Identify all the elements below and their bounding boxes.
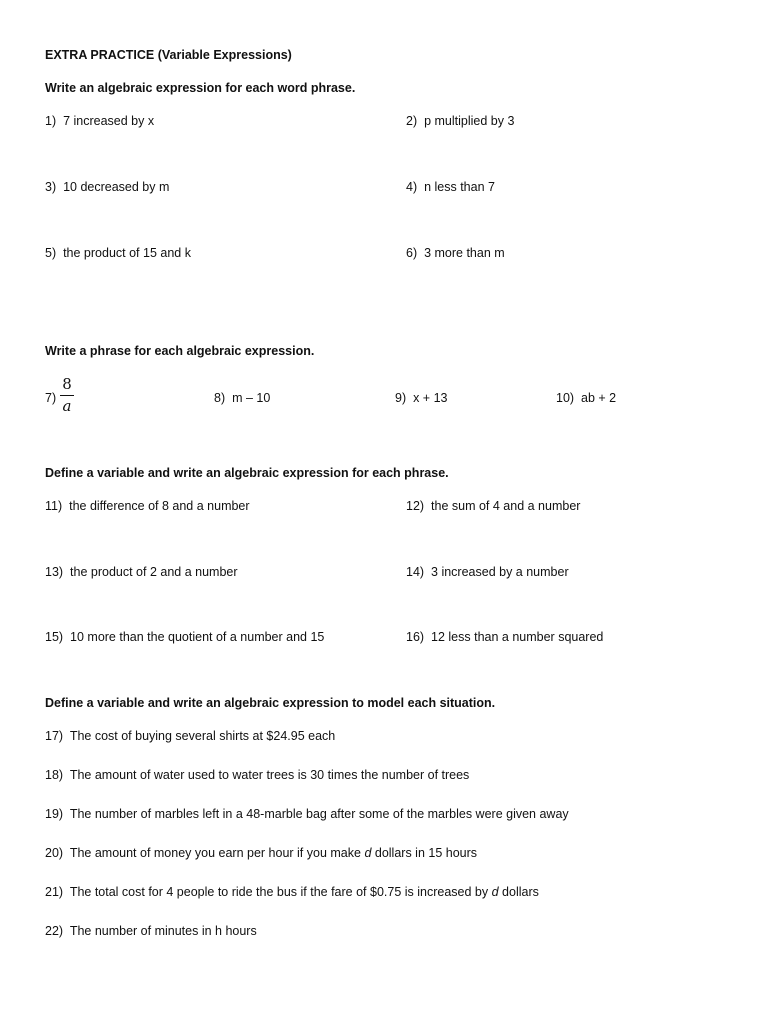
problem-number: 9) — [395, 391, 407, 405]
problem-text-end: dollars — [502, 885, 539, 899]
problem-number: 20) — [45, 846, 64, 860]
problem-19 — [45, 807, 569, 821]
section-2-heading: Write a phrase for each algebraic expression. — [45, 344, 315, 358]
problem-text-end: dollars in 15 hours — [374, 846, 478, 860]
problem-text: p multiplied by 3 — [424, 114, 515, 128]
problem-number: 5) — [45, 246, 57, 260]
problem-2 — [406, 114, 514, 128]
problem-14 — [406, 565, 569, 579]
problem-number: 14) — [406, 565, 425, 579]
problem-5 — [45, 246, 191, 260]
section-1-heading: Write an algebraic expression for each word phrase. — [45, 81, 356, 95]
problem-text: The amount of water used to water trees is 30 times the number of trees — [69, 768, 470, 782]
problem-number: 13) — [45, 565, 64, 579]
problem-text: 3 more than m — [424, 246, 505, 260]
problem-number: 18) — [45, 768, 64, 782]
problem-text: The number of marbles left in a 48-marble bag after some of the marbles were given away — [69, 807, 569, 821]
problem-text: 10 decreased by m — [63, 180, 170, 194]
problem-15 — [45, 630, 324, 644]
problem-22 — [45, 924, 257, 938]
worksheet-title: EXTRA PRACTICE (Variable Expressions) — [45, 48, 292, 62]
problem-text: the product of 2 and a number — [70, 565, 238, 579]
problem-text-start: The amount of money you earn per hour if you make — [69, 846, 361, 860]
section-4-heading: Define a variable and write an algebraic expression to model each situation. — [45, 696, 496, 710]
problem-text: ab + 2 — [581, 391, 617, 405]
problem-text: x + 13 — [413, 391, 448, 405]
problem-number: 11) — [45, 499, 63, 513]
problem-text: the sum of 4 and a number — [431, 499, 581, 513]
problem-number: 19) — [45, 807, 64, 821]
problem-number: 12) — [406, 499, 425, 513]
problem-number: 3) — [45, 180, 57, 194]
problem-text: 3 increased by a number — [431, 565, 569, 579]
problem-text-start: The total cost for 4 people to ride the bus if the fare of $0.75 is increased by — [69, 885, 489, 899]
problem-number: 1) — [45, 114, 57, 128]
problem-number: 15) — [45, 630, 64, 644]
problem-11 — [45, 499, 250, 513]
problem-1 — [45, 114, 154, 128]
problem-7-number: 7) — [45, 391, 57, 405]
problem-17 — [45, 729, 335, 743]
problem-8 — [214, 391, 270, 405]
problem-number: 6) — [406, 246, 418, 260]
problem-text: the product of 15 and k — [63, 246, 191, 260]
problem-10 — [556, 391, 616, 405]
fraction-denominator: a — [62, 397, 72, 415]
problem-text: The cost of buying several shirts at $24.95 each — [69, 729, 336, 743]
variable-d: d — [491, 885, 499, 899]
problem-20 — [45, 846, 477, 860]
problem-13 — [45, 565, 238, 579]
fraction-bar — [60, 395, 74, 396]
variable-d: d — [364, 846, 372, 860]
problem-21 — [45, 885, 539, 899]
problem-text: 10 more than the quotient of a number and 15 — [70, 630, 325, 644]
problem-4 — [406, 180, 495, 194]
problem-number: 16) — [406, 630, 425, 644]
problem-number: 2) — [406, 114, 418, 128]
problem-18 — [45, 768, 469, 782]
problem-text: 7 increased by x — [63, 114, 155, 128]
section-3-heading: Define a variable and write an algebraic expression for each phrase. — [45, 466, 449, 480]
problem-number: 17) — [45, 729, 64, 743]
problem-7-fraction — [60, 375, 74, 415]
problem-number: 4) — [406, 180, 418, 194]
problem-text: the difference of 8 and a number — [69, 499, 250, 513]
problem-16 — [406, 630, 603, 644]
problem-text: 12 less than a number squared — [431, 630, 604, 644]
problem-number: 10) — [556, 391, 575, 405]
fraction-numerator: 8 — [62, 375, 72, 393]
problem-text: m – 10 — [232, 391, 271, 405]
problem-number: 21) — [45, 885, 64, 899]
problem-number: 22) — [45, 924, 64, 938]
problem-6 — [406, 246, 505, 260]
problem-9 — [395, 391, 447, 405]
problem-3 — [45, 180, 169, 194]
problem-number: 8) — [214, 391, 226, 405]
problem-text: n less than 7 — [424, 180, 495, 194]
problem-text: The number of minutes in h hours — [69, 924, 257, 938]
problem-12 — [406, 499, 580, 513]
